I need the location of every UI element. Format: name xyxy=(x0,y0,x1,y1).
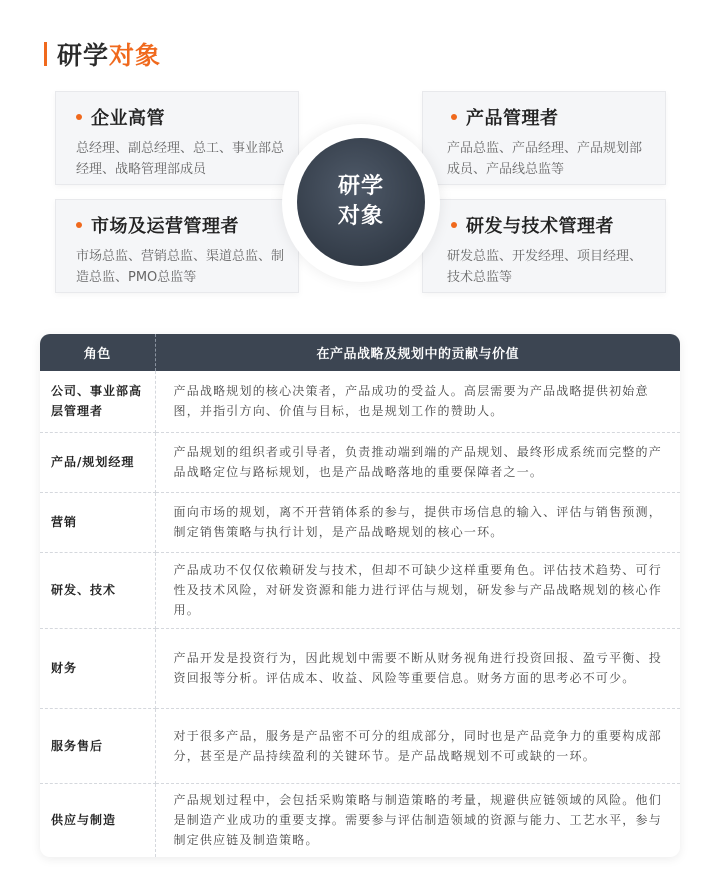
role-cell: 产品/规划经理 xyxy=(40,432,155,492)
desc-cell: 产品成功不仅仅依赖研发与技术，但却不可缺少这样重要角色。评估技术趋势、可行性及技术风险，对研发资源和能力进行评估与规划，研发参与产品战略规划的核心作用。 xyxy=(155,552,680,628)
role-cell: 供应与制造 xyxy=(40,783,155,857)
section-title xyxy=(44,36,161,72)
audience-hub xyxy=(0,80,720,310)
audience-card-marketing-ops xyxy=(55,199,299,293)
table-row xyxy=(40,628,680,708)
desc-cell: 产品开发是投资行为，因此规划中需要不断从财务视角进行投资回报、盈亏平衡、投资回报等分析。评估成本、收益、风险等重要信息。财务方面的思考必不可少。 xyxy=(155,628,680,708)
table-header-row xyxy=(40,334,680,371)
table-row xyxy=(40,371,680,432)
desc-cell: 对于很多产品，服务是产品密不可分的组成部分，同时也是产品竞争力的重要构成部分，甚至是产品持续盈利的关键环节。是产品战略规划不可或缺的一环。 xyxy=(155,708,680,783)
title-part-2: 对象 xyxy=(109,41,162,70)
table-row xyxy=(40,552,680,628)
card-name: 产品管理者 xyxy=(466,108,559,129)
desc-cell: 面向市场的规划，离不开营销体系的参与，提供市场信息的输入、评估与销售预测，制定销售策略与执行计划，是产品战略规划的核心一环。 xyxy=(155,492,680,552)
audience-card-product-managers xyxy=(422,91,666,185)
role-cell: 营销 xyxy=(40,492,155,552)
table-row xyxy=(40,783,680,857)
table-row xyxy=(40,432,680,492)
header-role: 角色 xyxy=(40,334,155,371)
card-desc: 产品总监、产品经理、产品规划部成员、产品线总监等 xyxy=(447,141,643,177)
header-contribution: 在产品战略及规划中的贡献与价值 xyxy=(316,347,519,362)
table-row xyxy=(40,492,680,552)
roles-table xyxy=(40,334,680,857)
card-desc: 市场总监、营销总监、渠道总监、制造总监、PMO总监等 xyxy=(76,249,285,285)
role-cell: 研发、技术 xyxy=(40,552,155,628)
card-desc: 研发总监、开发经理、项目经理、技术总监等 xyxy=(447,249,643,285)
card-desc: 总经理、副总经理、总工、事业部总经理、战略管理部成员 xyxy=(76,141,285,177)
table-row xyxy=(40,708,680,783)
desc-cell: 产品规划的组织者或引导者，负责推动端到端的产品规划、最终形成系统而完整的产品战略定位与路标规划，也是产品战略落地的重要保障者之一。 xyxy=(155,432,680,492)
bullet-dot-icon xyxy=(451,114,457,120)
center-circle xyxy=(297,138,425,266)
page-title xyxy=(57,36,161,72)
role-cell xyxy=(40,371,155,432)
card-name: 研发与技术管理者 xyxy=(466,216,614,237)
center-label-line1: 研学 xyxy=(337,174,384,199)
role-cell: 服务售后 xyxy=(40,708,155,783)
roles-table-card xyxy=(40,334,680,857)
card-name: 企业高管 xyxy=(91,108,165,129)
role-cell: 财务 xyxy=(40,628,155,708)
title-accent-bar xyxy=(44,42,47,66)
desc-cell: 产品战略规划的核心决策者，产品成功的受益人。高层需要为产品战略提供初始意图，并指引方向、价值与目标，也是规划工作的赞助人。 xyxy=(155,371,680,432)
center-label-line2: 对象 xyxy=(337,204,384,229)
bullet-dot-icon xyxy=(76,222,82,228)
bullet-dot-icon xyxy=(76,114,82,120)
card-name: 市场及运营管理者 xyxy=(91,216,239,237)
title-part-1: 研学 xyxy=(57,41,110,70)
bullet-dot-icon xyxy=(451,222,457,228)
audience-card-executives xyxy=(55,91,299,185)
audience-card-rd-tech xyxy=(422,199,666,293)
desc-cell: 产品规划过程中，会包括采购策略与制造策略的考量，规避供应链领域的风险。他们是制造产业成功的重要支撑。需要参与评估制造领域的资源与能力、工艺水平，参与制定供应链及制造策略。 xyxy=(173,793,662,848)
role-text: 公司、事业部高层管理者 xyxy=(51,384,143,419)
